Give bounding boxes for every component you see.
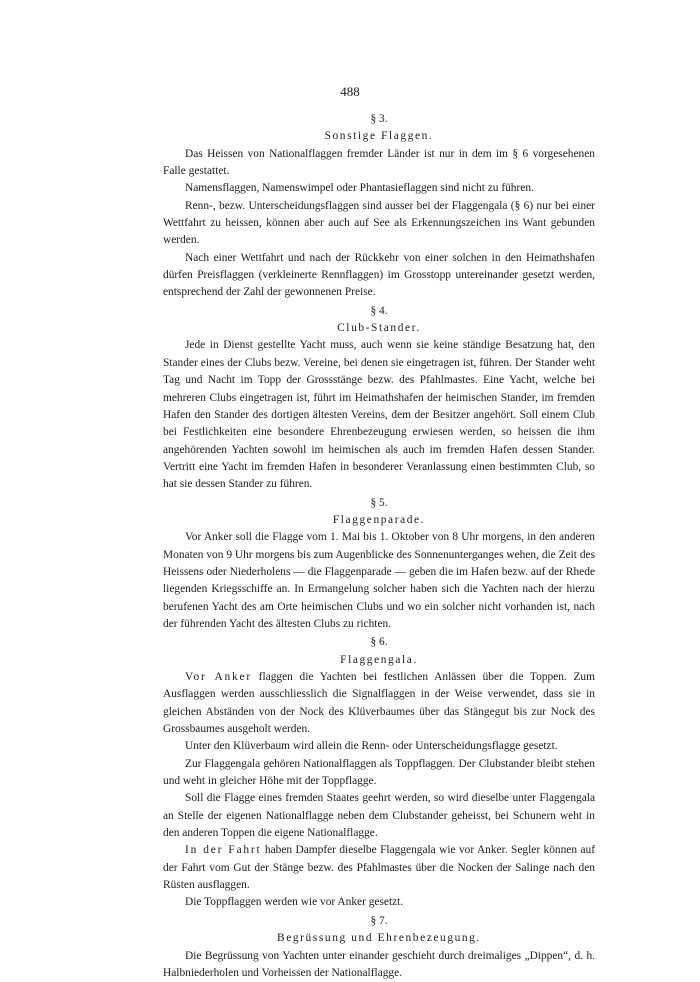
section-6-paragraph-5-text: haben Dampfer dieselbe Flaggengala wie vor Anker. Segler können auf der Fahrt vom Gut der Stänge bezw. des Pfahlmastes über die Nocken der Salinge nach den Rüsten ausflaggen. (163, 844, 595, 891)
section-4-paragraph-1: Jede in Dienst gestellte Yacht muss, auch wenn sie keine ständige Besatzung hat, den Stander eines der Clubs bezw. Vereine, bei denen sie eingetragen ist, führen. Der Stander weht Tag und Nacht im Topp der Grossstänge bezw. des Pfahlmastes. Eine Yacht, welche bei mehreren Clubs eingetragen ist, führt im Heimathshafen der heimischen Stander, im fremden Hafen den Stander des dortigen ältesten Vereins, dem der Besitzer angehört. Soll einem Club bei Festlichkeiten eine besondere Ehrenbezeugung erwiesen werden, so heissen die ihm angehörenden Yachten sowohl im heimischen als auch im fremden Hafen dessen Stander. Vertritt eine Yacht im fremden Hafen in besonderer Veranlassung einen bestimmten Club, so hat sie dessen Stander zu führen. (163, 337, 595, 493)
section-6-paragraph-5 (163, 842, 595, 894)
section-7-paragraph-1: Die Begrüssung von Yachten unter einander geschieht durch dreimaliges „Dippen“, d. h. Halbniederholen und Vorheissen der Nationalflagge. (163, 948, 595, 982)
section-6-paragraph-3: Zur Flaggengala gehören Nationalflaggen als Toppflaggen. Der Clubstander bleibt stehen und weht in gleicher Höhe mit der Toppflagge. (163, 756, 595, 791)
section-5-paragraph-1: Vor Anker soll die Flagge vom 1. Mai bis 1. Oktober von 8 Uhr morgens, in den anderen Monaten von 9 Uhr morgens bis zum Augenblicke des Sonnenunterganges wehen, die Zeit des Heissens oder Niederholens — die Flaggenparade — geben die im Hafen bezw. auf der Rhede liegenden Kriegsschiffe an. In Ermangelung solcher haben sich die Yachten nach der hierzu berufenen Yacht des am Orte heimischen Clubs und wo ein solcher nicht vorhanden ist, nach der führenden Yacht des ältesten Clubs zu richten. (163, 529, 595, 633)
section-3-paragraph-4: Nach einer Wettfahrt und nach der Rückkehr von einer solchen in den Heimathshafen dürfen Preisflaggen (verkleinerte Rennflaggen) im Grosstopp untereinander gesetzt werden, entsprechend der Zahl der gewonnenen Preise. (163, 250, 595, 302)
section-3-paragraph-1: Das Heissen von Nationalflaggen fremder Länder ist nur in dem im § 6 vorgesehenen Falle gestattet. (163, 146, 595, 181)
section-6-paragraph-4: Soll die Flagge eines fremden Staates geehrt werden, so wird dieselbe unter Flaggengala an Stelle der eigenen Nationalflagge neben dem Clubstander geheisst, bei Schunern weht in den anderen Toppen die eigene Nationalflagge. (163, 790, 595, 842)
section-6-title: Flaggengala. (163, 652, 595, 669)
section-3-title: Sonstige Flaggen. (163, 128, 595, 145)
section-5-number: § 5. (163, 495, 595, 512)
page-number: 488 (0, 84, 700, 100)
section-6-paragraph-1-text: flaggen die Yachten bei festlichen Anlässen über die Toppen. Zum Ausflaggen werden ausschliesslich die Signalflaggen in der Weise verwendet, dass sie in gleichen Abständen von der Nock des Klüverbaumes über das Stängegut bis zur Nock des Grossbaumes ausgeholt werden. (163, 671, 595, 735)
page-body (163, 110, 595, 982)
section-5-title: Flaggenparade. (163, 512, 595, 529)
section-6-number: § 6. (163, 634, 595, 651)
section-6-lead-in-der-fahrt: In der Fahrt (185, 844, 261, 856)
section-4-title: Club-Stander. (163, 320, 595, 337)
section-7-title: Begrüssung und Ehrenbezeugung. (163, 930, 595, 947)
section-7-number: § 7. (163, 913, 595, 930)
section-3-paragraph-3: Renn-, bezw. Unterscheidungsflaggen sind ausser bei der Flaggengala (§ 6) nur bei einer Wettfahrt zu heissen, können aber auch auf See als Erkennungszeichen ins Want gebunden werden. (163, 198, 595, 250)
section-3-paragraph-2: Namensflaggen, Namenswimpel oder Phantasieflaggen sind nicht zu führen. (163, 180, 595, 197)
section-6-lead-vor-anker: Vor Anker (185, 671, 252, 683)
section-6-paragraph-1 (163, 669, 595, 738)
section-6-paragraph-6: Die Toppflaggen werden wie vor Anker gesetzt. (163, 894, 595, 911)
section-3-number: § 3. (163, 111, 595, 128)
section-6-paragraph-2: Unter den Klüverbaum wird allein die Renn- oder Unterscheidungsflagge gesetzt. (163, 738, 595, 755)
section-4-number: § 4. (163, 303, 595, 320)
